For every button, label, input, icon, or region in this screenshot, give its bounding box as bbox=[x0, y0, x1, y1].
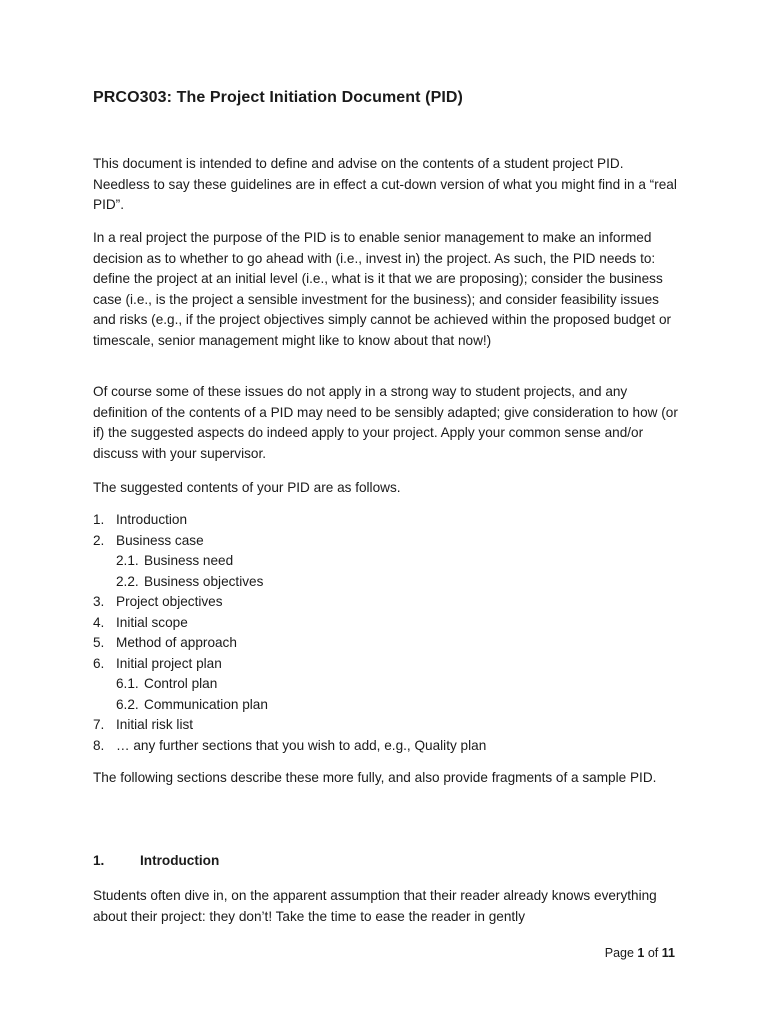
list-subitem bbox=[93, 572, 683, 593]
list-item-number: 6.1. bbox=[116, 676, 139, 691]
list-item bbox=[93, 736, 683, 757]
list-item-number: 3. bbox=[93, 594, 105, 609]
contents-list bbox=[93, 510, 683, 756]
list-item-label: Business case bbox=[116, 532, 204, 548]
list-item-label: Initial risk list bbox=[116, 717, 194, 732]
list-subitem bbox=[93, 551, 683, 572]
list-item-number: 4. bbox=[93, 614, 105, 630]
list-subitem bbox=[93, 674, 683, 695]
list-item bbox=[93, 715, 683, 736]
list-item-label: Communication plan bbox=[144, 696, 268, 712]
list-item-number: 2.1. bbox=[116, 553, 139, 568]
list-item bbox=[93, 633, 683, 654]
closing-paragraph: The following sections describe these more fully, and also provide fragments of a sample PID. bbox=[93, 770, 657, 785]
list-item-label: Project objectives bbox=[116, 594, 223, 609]
intro-paragraph-1: This document is intended to define and advise on the contents of a student project PID. Needless to say these guidelines are in effect a cut-down version of what you might find in a “real PID”. bbox=[93, 156, 677, 213]
section-paragraph: Students often dive in, on the apparent assumption that their reader already knows everything about their project: they don’t! Take the time to ease the reader in gently bbox=[93, 888, 657, 924]
list-item-number: 1. bbox=[93, 512, 105, 527]
of-word: of bbox=[647, 946, 659, 960]
section-heading-introduction bbox=[93, 853, 219, 868]
total-page-count: 11 bbox=[661, 946, 675, 960]
list-item-label: … any further sections that you wish to add, e.g., Quality plan bbox=[116, 737, 487, 753]
list-item-number: 7. bbox=[93, 717, 105, 732]
document-title: PRCO303: The Project Initiation Document (PID) bbox=[93, 89, 463, 106]
page-footer bbox=[605, 946, 675, 960]
current-page-number: 1 bbox=[637, 946, 645, 960]
page-word: Page bbox=[604, 946, 634, 960]
section-title: Introduction bbox=[140, 853, 220, 868]
section-number: 1. bbox=[93, 853, 105, 868]
list-item-number: 2.2. bbox=[116, 573, 139, 589]
intro-paragraph-2: In a real project the purpose of the PID is to enable senior management to make an informed decision as to whether to go ahead with (i.e., invest in) the project. As such, the PID needs to: define the project at an initial level (i.e., what is it that we are proposing); consider the business case (i.e., is the project a sensible investment for the business); and consider feasibility issues and risks (e.g., if the project objectives simply cannot be achieved within the proposed budget or timescale, senior management might like to know about that now!) bbox=[93, 230, 672, 348]
list-item-label: Business need bbox=[144, 553, 234, 568]
list-item-label: Initial scope bbox=[116, 614, 188, 630]
list-item-number: 5. bbox=[93, 635, 105, 650]
list-item bbox=[93, 510, 683, 531]
list-item-number: 6.2. bbox=[116, 696, 139, 712]
list-item-label: Control plan bbox=[144, 676, 218, 691]
list-item-number: 8. bbox=[93, 737, 105, 753]
list-item bbox=[93, 592, 683, 613]
list-item-label: Business objectives bbox=[144, 573, 264, 589]
contents-lead-in: The suggested contents of your PID are as follows. bbox=[93, 480, 401, 495]
list-item bbox=[93, 531, 683, 552]
list-item-number: 2. bbox=[93, 532, 105, 548]
list-item-label: Introduction bbox=[116, 512, 188, 527]
list-item-number: 6. bbox=[93, 655, 105, 671]
intro-paragraph-3: Of course some of these issues do not apply in a strong way to student projects, and any definition of the contents of a PID may need to be sensibly adapted; give consideration to how (or if) the suggested aspects do indeed apply to your project. Apply your common sense and/or discuss with your supervisor. bbox=[93, 384, 678, 461]
list-item-label: Initial project plan bbox=[116, 655, 222, 671]
list-item-label: Method of approach bbox=[116, 635, 237, 650]
list-item bbox=[93, 654, 683, 675]
list-item bbox=[93, 613, 683, 634]
list-subitem bbox=[93, 695, 683, 716]
